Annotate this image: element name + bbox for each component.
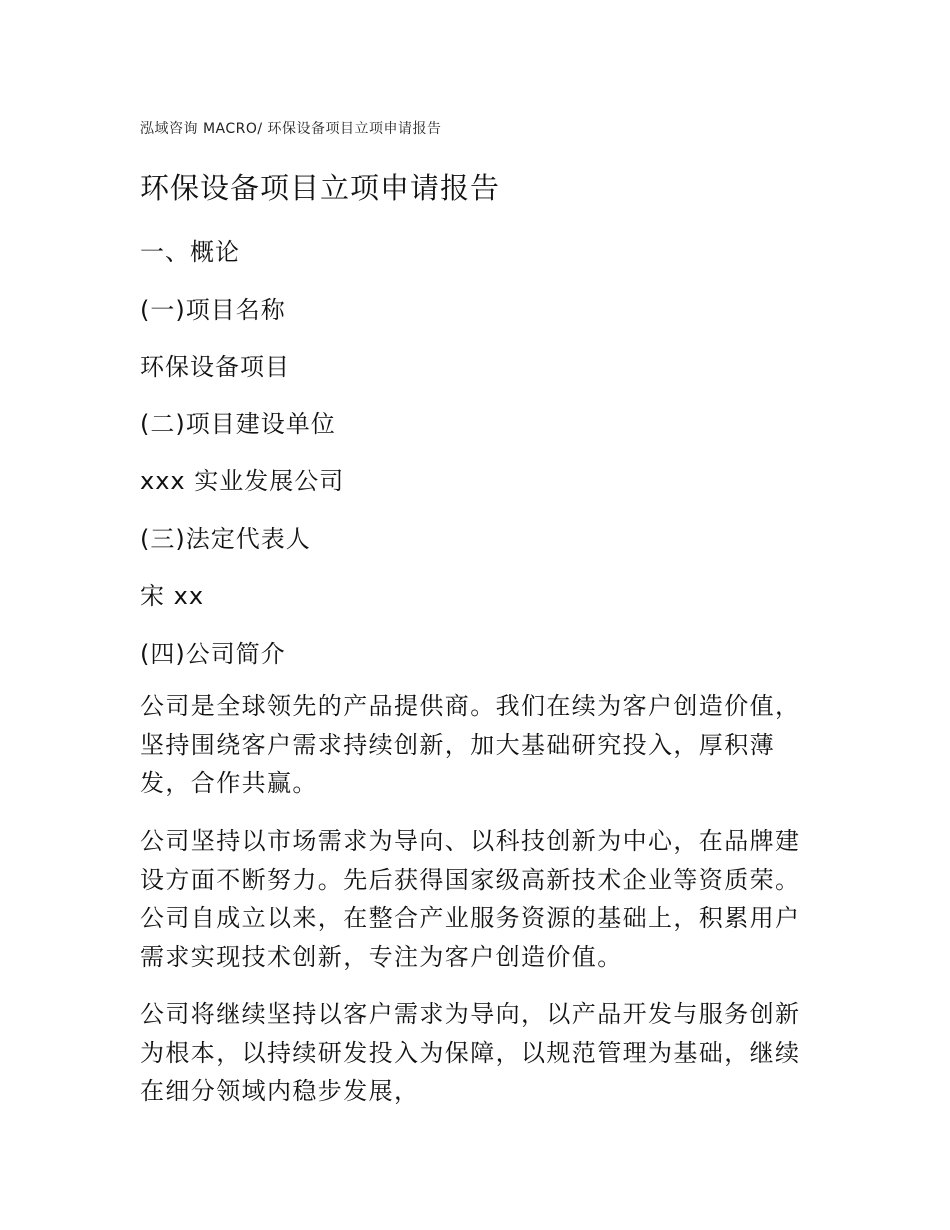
subheading-legal-representative: (三)法定代表人	[140, 525, 311, 553]
subheading-project-name: (一)项目名称	[140, 296, 286, 324]
paragraph-company-intro-2: 公司坚持以市场需求为导向、以科技创新为中心，在品牌建设方面不断努力。先后获得国家级高新技术企业等资质荣。公司自成立以来，在整合产业服务资源的基础上，积累用户需求实现技术创新，专注为客户创造价值。	[140, 827, 801, 971]
paragraph-company-intro-1: 公司是全球领先的产品提供商。我们在续为客户创造价值，坚持围绕客户需求持续创新，加大基础研究投入，厚积薄发，合作共赢。	[140, 692, 801, 797]
section-heading-overview: 一、概论	[140, 238, 240, 266]
subheading-company-profile: (四)公司简介	[140, 640, 286, 668]
page-header-breadcrumb: 泓域咨询 MACRO/ 环保设备项目立项申请报告	[140, 121, 442, 137]
document-title: 环保设备项目立项申请报告	[140, 171, 501, 205]
value-project-name: 环保设备项目	[140, 353, 290, 381]
paragraph-company-intro-3: 公司将继续坚持以客户需求为导向，以产品开发与服务创新为根本，以持续研发投入为保障，以规范管理为基础，继续在细分领域内稳步发展，	[140, 1000, 801, 1105]
subheading-construction-unit: (二)项目建设单位	[140, 410, 336, 438]
value-construction-unit: xxx 实业发展公司	[140, 467, 345, 495]
value-legal-representative: 宋 xx	[140, 582, 205, 610]
